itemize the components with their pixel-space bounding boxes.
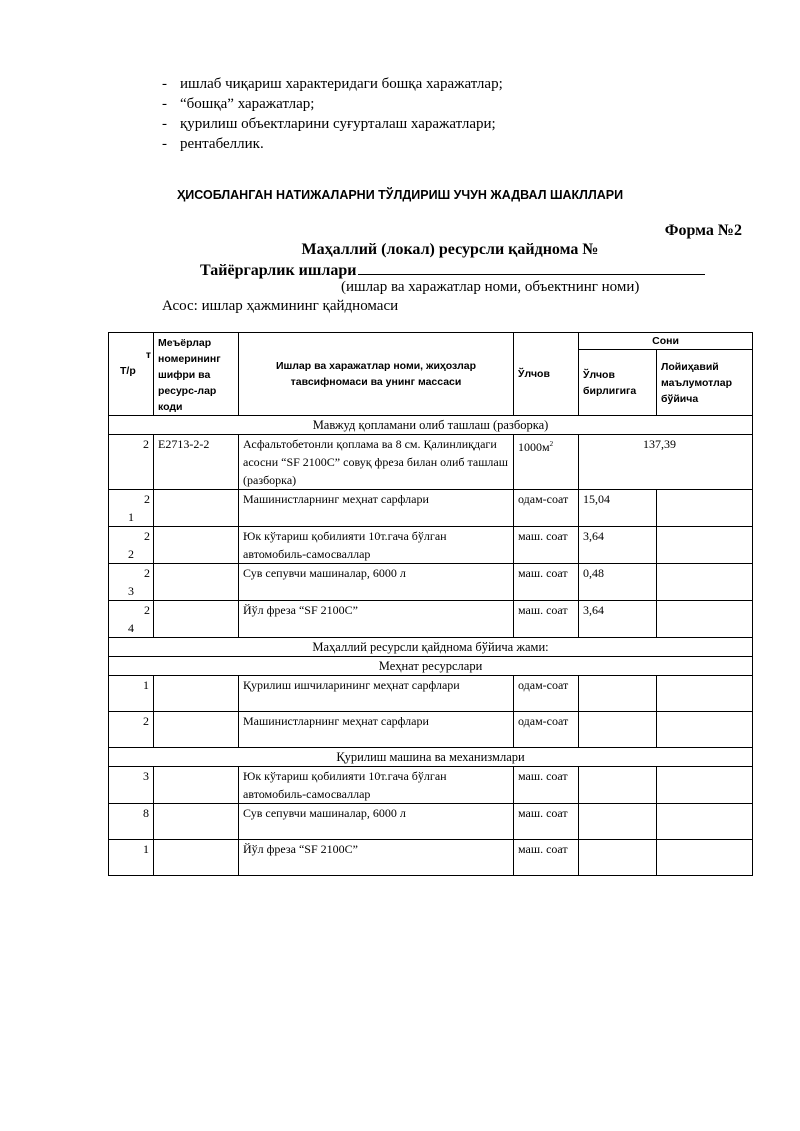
work-name: Машинистларнинг меҳнат сарфлари (239, 712, 514, 748)
row-number (109, 564, 154, 601)
resource-table (108, 332, 753, 876)
work-name: Йўл фреза “SF 2100C” (239, 840, 514, 876)
group-title: Қурилиш машина ва механизмлари (109, 748, 753, 767)
project-quantity (657, 804, 753, 840)
document-title: Маҳаллий (локал) ресурсли қайднома № (301, 241, 599, 258)
list-item: - “бошқа” харажатлар; (162, 94, 503, 114)
row-number: 3 (109, 767, 154, 804)
per-unit-quantity: 0,48 (579, 564, 657, 601)
section-title: ҲИСОБЛАНГАН НАТИЖАЛАРНИ ТЎЛДИРИШ УЧУН ЖАДВАЛ ШАКЛЛАРИ (176, 188, 624, 202)
row-number (109, 527, 154, 564)
norm-code (154, 490, 239, 527)
row-number-part: 4 (128, 621, 134, 635)
unit-text: 1000м (518, 440, 550, 454)
unit: маш. соат (514, 804, 579, 840)
per-unit-quantity (579, 840, 657, 876)
table-row (109, 840, 753, 876)
unit: маш. соат (514, 840, 579, 876)
project-quantity (657, 601, 753, 638)
group-title: Маҳаллий ресурсли қайднома бўйича жами: (109, 638, 753, 657)
unit: одам-соат (514, 676, 579, 712)
row-number: 2 (109, 435, 154, 490)
per-unit-quantity (579, 767, 657, 804)
row-number (109, 490, 154, 527)
work-name: Юк кўтариш қобилияти 10т.гача бўлган автомобиль-самосваллар (239, 767, 514, 804)
header-quantity: Сони (579, 333, 753, 350)
table-row (109, 490, 753, 527)
row-number: 2 (109, 712, 154, 748)
table-row (109, 435, 753, 490)
per-unit-quantity (579, 676, 657, 712)
norm-code (154, 601, 239, 638)
project-quantity: 137,39 (579, 435, 753, 490)
group-row (109, 416, 753, 435)
per-unit-quantity: 3,64 (579, 527, 657, 564)
work-name: Юк кўтариш қобилияти 10т.гача бўлган автомобиль-самосваллар (239, 527, 514, 564)
work-name: Сув сепувчи машиналар, 6000 л (239, 564, 514, 601)
group-title: Мавжуд қопламани олиб ташлаш (разборка) (109, 416, 753, 435)
list-item: - рентабеллик. (162, 134, 503, 154)
norm-code (154, 564, 239, 601)
work-name: Йўл фреза “SF 2100C” (239, 601, 514, 638)
group-row (109, 657, 753, 676)
unit-superscript: 2 (549, 440, 554, 448)
table-row (109, 676, 753, 712)
norm-code (154, 767, 239, 804)
table-row (109, 804, 753, 840)
work-name: Сув сепувчи машиналар, 6000 л (239, 804, 514, 840)
unit (514, 435, 579, 490)
work-type-line (200, 259, 705, 280)
list-item: - ишлаб чиқариш характеридаги бошқа харажатлар; (162, 74, 503, 94)
row-number: 8 (109, 804, 154, 840)
table-row (109, 564, 753, 601)
norm-code (154, 840, 239, 876)
cost-item-list (162, 74, 503, 154)
norm-code: Е2713-2-2 (154, 435, 239, 490)
project-quantity (657, 840, 753, 876)
row-number-part: 2 (128, 547, 134, 561)
project-quantity (657, 767, 753, 804)
table-row (109, 712, 753, 748)
row-number-part: 2 (144, 492, 150, 506)
norm-code (154, 712, 239, 748)
header-unit: Ўлчов (514, 333, 579, 416)
project-quantity (657, 527, 753, 564)
row-number: 1 (109, 676, 154, 712)
basis-line: Асос: ишлар ҳажмининг қайдномаси (162, 298, 399, 314)
project-quantity (657, 712, 753, 748)
header-row-number-label: Т/р (120, 365, 136, 377)
row-number-part: 2 (144, 529, 150, 543)
norm-code (154, 676, 239, 712)
table-row (109, 767, 753, 804)
header-qty-project: Лойиҳавий маълумотлар бўйича (657, 350, 753, 416)
work-type-label: Тайёргарлик ишлари (200, 262, 357, 279)
table-row (109, 601, 753, 638)
row-number-part: 1 (128, 510, 134, 524)
unit: маш. соат (514, 767, 579, 804)
project-quantity (657, 490, 753, 527)
norm-code (154, 804, 239, 840)
header-qty-per-unit: Ўлчов бирлигига (579, 350, 657, 416)
per-unit-quantity: 3,64 (579, 601, 657, 638)
table-row (109, 527, 753, 564)
unit: маш. соат (514, 564, 579, 601)
fill-in-underline (358, 259, 705, 275)
row-number: 1 (109, 840, 154, 876)
header-row-number-mark: т (145, 349, 151, 361)
list-item: - қурилиш объектларини суғурталаш харажатлари; (162, 114, 503, 134)
norm-code (154, 527, 239, 564)
form-number: Форма №2 (664, 222, 742, 239)
work-name: Асфальтобетонли қоплама ва 8 см. Қалинлиқдаги асосни “SF 2100C” совуқ фреза билан олиб ташлаш (разборка) (239, 435, 514, 490)
per-unit-quantity (579, 804, 657, 840)
unit: одам-соат (514, 712, 579, 748)
row-number-part: 3 (128, 584, 134, 598)
project-quantity (657, 676, 753, 712)
header-row-number (109, 333, 154, 416)
project-quantity (657, 564, 753, 601)
group-row (109, 748, 753, 767)
unit: одам-соат (514, 490, 579, 527)
group-title: Меҳнат ресурслари (109, 657, 753, 676)
header-code: Меъёрлар номерининг шифри ва ресурс-лар коди (154, 333, 239, 416)
table-header-row (109, 333, 753, 350)
group-row (109, 638, 753, 657)
unit: маш. соат (514, 527, 579, 564)
per-unit-quantity (579, 712, 657, 748)
row-number-part: 2 (144, 566, 150, 580)
row-number (109, 601, 154, 638)
unit: маш. соат (514, 601, 579, 638)
per-unit-quantity: 15,04 (579, 490, 657, 527)
work-type-caption: (ишлар ва харажатлар номи, объектнинг номи) (341, 279, 640, 295)
work-name: Машинистларнинг меҳнат сарфлари (239, 490, 514, 527)
row-number-part: 2 (144, 603, 150, 617)
work-name: Қурилиш ишчиларининг меҳнат сарфлари (239, 676, 514, 712)
header-name: Ишлар ва харажатлар номи, жиҳозлар тавсифномаси ва унинг массаси (239, 333, 514, 416)
